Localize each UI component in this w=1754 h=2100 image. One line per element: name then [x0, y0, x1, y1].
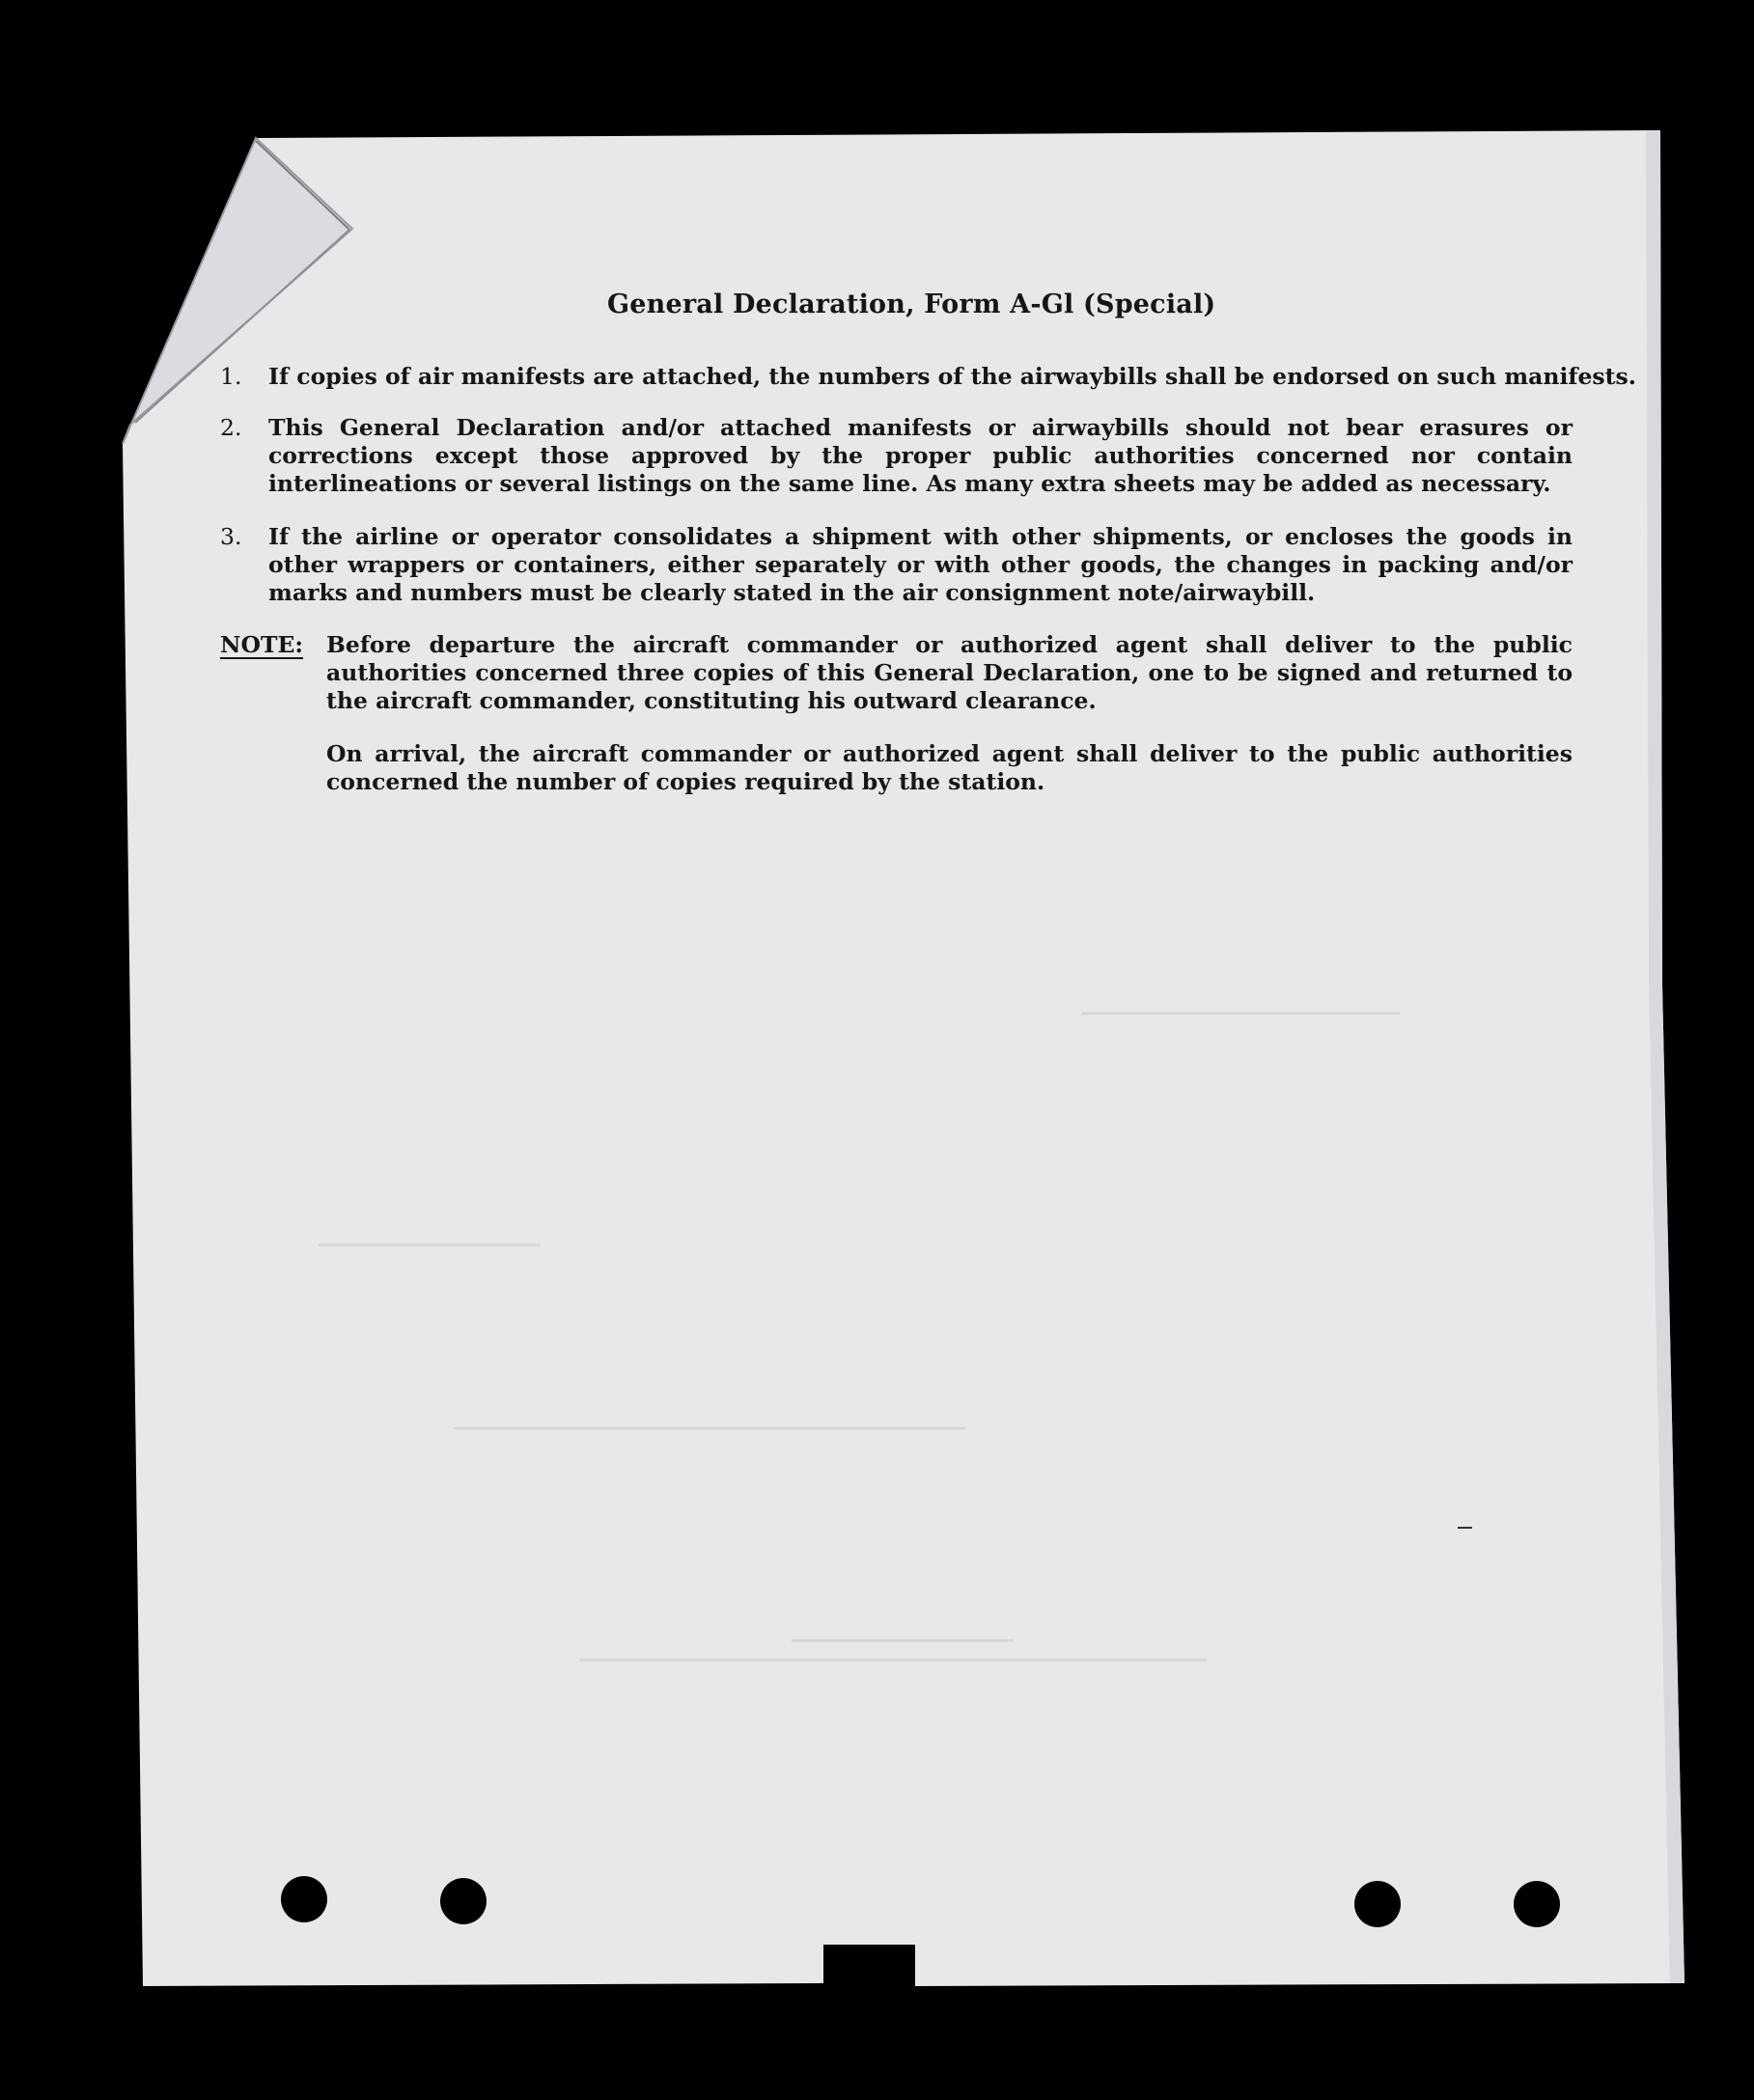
item-text: If copies of air manifests are attached, the numbers of the airwaybills shall be endorsed on such manifests. — [268, 363, 1636, 390]
note-paragraph: Before departure the aircraft commander or authorized agent shall deliver to the public authorities concerned three copies of this General Declaration, one to be signed and returned to the aircraft commander, constituting his outward clearance. — [326, 631, 1573, 714]
item-number: 2. — [220, 414, 242, 441]
document-title: General Declaration, Form A-Gl (Special) — [607, 290, 1216, 319]
item-text: If the airline or operator consolidates a shipment with other shipments, or encloses the goods in other wrappers or containers, either separately or with other goods, the changes in packing and/or marks and numbers must be clearly stated in the air consignment note/airwaybill. — [268, 523, 1573, 606]
list-item — [220, 523, 1573, 607]
list-item — [220, 414, 1573, 498]
item-number: 1. — [220, 363, 242, 390]
list-item — [220, 363, 1636, 391]
item-number: 3. — [220, 523, 242, 550]
note-label: NOTE: — [220, 631, 304, 658]
item-text: This General Declaration and/or attached manifests or airwaybills should not bear erasures or corrections except those approved by the proper public authorities concerned nor contain interlineations or several listings on the same line. As many extra sheets may be added as necessary. — [268, 414, 1573, 497]
note-paragraph: On arrival, the aircraft commander or authorized agent shall deliver to the public authorities concerned the number of copies required by the station. — [326, 740, 1573, 795]
note-block — [220, 631, 1573, 715]
